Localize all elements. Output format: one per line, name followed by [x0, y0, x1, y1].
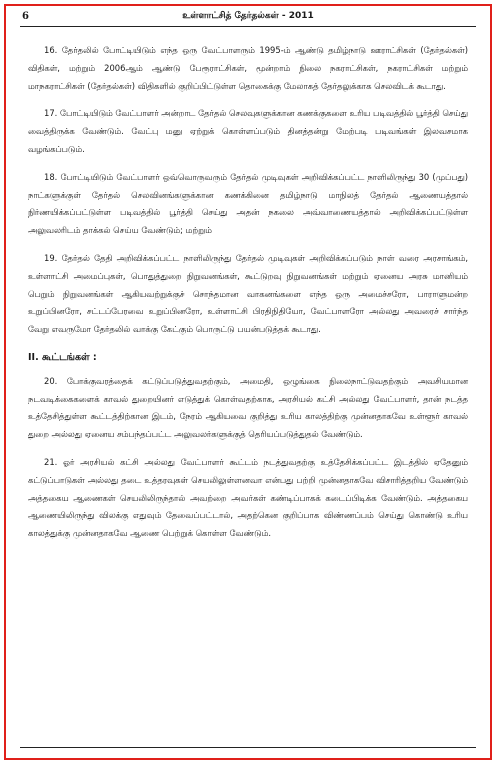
page-header	[20, 9, 476, 25]
document-body	[28, 42, 468, 553]
paragraph-19: 19. தேர்தல் தேதி அறிவிக்கப்பட்ட நாளிலிருந்து தேர்தல் முடிவுகள் அறிவிக்கப்படும் நாள் வரை அரசாங்கம், உள்ளாட்சி அமைப்புகள், பொதுத்துறை நிறுவனங்கள், கூட்டுறவு நிறுவனங்கள் மற்றும் ஏனைய அரசு மானியம் பெறும் நிறுவனங்கள் ஆகியவற்றுக்குச் சொந்தமான வாகனங்களை எந்த ஒரு அமைச்சரோ, பாராளுமன்ற உறுப்பினரோ, சட்டப்பேரவை உறுப்பினரோ, உள்ளாட்சி பிரதிநிதியோ, வேட்பாளரோ அல்லது அவரைச் சார்ந்த வேறு எவருமோ தேர்தலில் வாக்கு கேட்கும் பொருட்டு பயன்படுத்தக் கூடாது.	[28, 252, 468, 335]
header-rule	[20, 26, 476, 27]
paragraph-20: 20. போக்குவரத்தைக் கட்டுப்படுத்துவதற்கும், அமைதி, ஒழுங்கை நிலைநாட்டுவதற்கும் அவசியமான நடவடிக்கைகளைக் காவல் துறையினர் எடுத்துக் கொள்வதற்காக, அரசியல் கட்சி அல்லது வேட்பாளர், தான் நடத்த உத்தேசித்துள்ள கூட்டத்திற்கான இடம், நேரம் ஆகியவை குறித்து உரிய காலத்திற்கு முன்னதாகவே உள்ளூர் காவல் துறை அல்லது ஏனைய சம்பந்தப்பட்ட அலுவலர்களுக்குத் தெரியப்படுத்துதல் வேண்டும்.	[28, 375, 468, 440]
paragraph-18: 18. போட்டியிடும் வேட்பாளர் ஒவ்வொருவரும் தேர்தல் முடிவுகள் அறிவிக்கப்பட்ட நாளிலிருந்து 30 (முப்பது) நாட்களுக்குள் தேர்தல் செலவினங்களுக்கான கணக்கினை தமிழ்நாடு மாநிலத் தேர்தல் ஆணையத்தால் நிர்ணயிக்கப்பட்டுள்ள படிவத்தில் பூர்த்தி செய்து அதன் நகலை அவ்வாணையத்தால் அறிவிக்கப்பட்டுள்ள அலுவலரிடம் தாக்கல் செய்ய வேண்டும்; மற்றும்	[28, 171, 468, 236]
page-frame	[4, 4, 492, 760]
paragraph-17: 17. போட்டியிடும் வேட்பாளர் அன்றாட தேர்தல் செலவுகளுக்கான கணக்குகளை உரிய படிவத்தில் பூர்த்தி செய்து வைத்திருக்க வேண்டும். வேட்பு மனு ஏற்றுக் கொள்ளப்படும் தினத்தன்று மேற்படி படிவங்கள் இலவசமாக வழங்கப்படும்.	[28, 108, 468, 154]
page-number: 6	[22, 11, 29, 22]
section-heading: II. கூட்டங்கள் :	[28, 351, 97, 363]
paragraph-16: 16. தேர்தலில் போட்டியிடும் எந்த ஒரு வேட்பாளரும் 1995-ம் ஆண்டு தமிழ்நாடு ஊராட்சிகள் (தேர்தல்கள்) விதிகள், மற்றும் 2006ஆம் ஆண்டு பேரூராட்சிகள், மூன்றாம் நிலை நகராட்சிகள், நகராட்சிகள் மற்றும் மாநகராட்சிகள் (தேர்தல்கள்) விதிகளில் குறிப்பிட்டுள்ள தொகைக்கு மேலாகத் தேர்தலுக்காக செலவிடக் கூடாது.	[28, 45, 468, 91]
paragraph-21: 21. ஓர் அரசியல் கட்சி அல்லது வேட்பாளர் கூட்டம் நடத்துவதற்கு உத்தேசிக்கப்பட்ட இடத்தில் ஏதேனும் கட்டுப்பாடுகள் அல்லது தடை உத்தரவுகள் செயலிலுள்ளனவா என்பது பற்றி முன்னதாகவே விசாரித்தறிய வேண்டும் அத்தகைய ஆணைகள் செயலிலிருந்தால் அவற்றை அவர்கள் கண்டிப்பாகக் கடைப்பிடிக்க வேண்டும். அத்தகைய ஆணையிலிருந்து விலக்கு எதுவும் தேவைப்பட்டால், அதற்கென குறிப்பாக விண்ணப்பம் செய்து கொண்டு உரிய காலத்துக்கு முன்னதாகவே ஆணை பெற்றுக் கொள்ள வேண்டும்.	[28, 456, 468, 539]
footer-rule	[20, 747, 476, 748]
running-title: உள்ளாட்சித் தேர்தல்கள் - 2011	[182, 11, 314, 21]
